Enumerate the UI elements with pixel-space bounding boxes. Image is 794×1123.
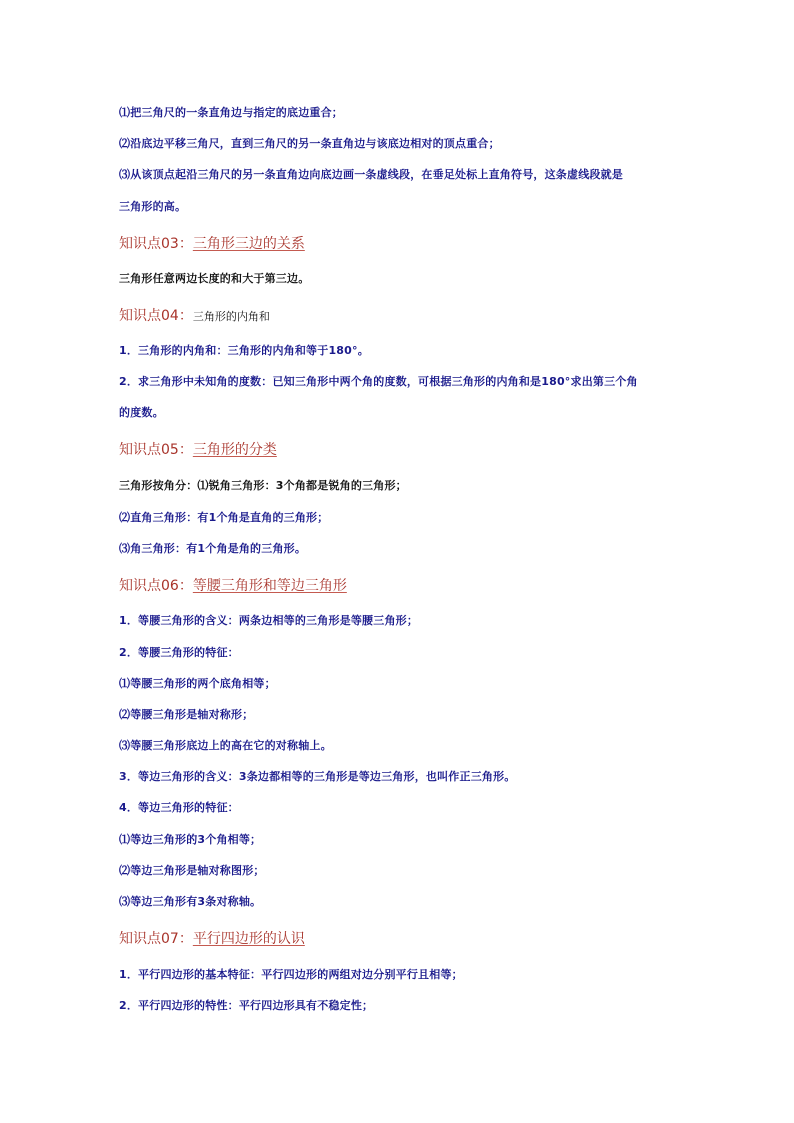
text-line: 4．等边三角形的特征： [119,801,239,814]
text-line: 2．求三角形中未知角的度数：已知三角形中两个角的度数，可根据三角形的内角和是180°求出第三个角 [119,375,638,388]
text-line: 3．等边三角形的含义：3条边都相等的三角形是等边三角形，也叫作正三角形。 [119,770,516,783]
heading-title: 等腰三角形和等边三角形 [192,578,347,594]
text-line: 三角形按角分：⑴锐角三角形：3个角都是锐角的三角形； [119,479,407,492]
section-heading-07 [119,930,305,948]
text-line: ⑵直角三角形：有1个角是直角的三角形； [119,511,329,524]
heading-title: 三角形的内角和 [192,310,270,323]
text-line: 三角形任意两边长度的和大于第三边。 [119,272,310,285]
text-line: 1．等腰三角形的含义：两条边相等的三角形是等腰三角形； [119,614,419,627]
text-line: ⑶等边三角形有3条对称轴。 [119,895,262,908]
text-line: 三角形的高。 [119,200,187,213]
section-heading-04 [119,307,270,326]
text-line: ⑵等腰三角形是轴对称形； [119,708,254,721]
text-line: 1．三角形的内角和：三角形的内角和等于180°。 [119,344,369,357]
heading-title: 三角形的分类 [192,442,277,458]
heading-prefix: 知识点07： [119,931,193,947]
heading-title: 平行四边形的认识 [192,931,305,947]
section-heading-03 [119,235,305,253]
text-line: ⑶从该顶点起沿三角尺的另一条直角边向底边画一条虚线段，在垂足处标上直角符号，这条虚线段就是 [119,168,623,181]
text-line: ⑴等腰三角形的两个底角相等； [119,677,276,690]
text-line: 1．平行四边形的基本特征：平行四边形的两组对边分别平行且相等； [119,968,463,981]
text-line: ⑵沿底边平移三角尺，直到三角尺的另一条直角边与该底边相对的顶点重合； [119,137,500,150]
text-line: ⑶等腰三角形底边上的高在它的对称轴上。 [119,739,332,752]
section-heading-06 [119,577,347,595]
text-line: 2．等腰三角形的特征： [119,646,239,659]
heading-prefix: 知识点04： [119,308,193,324]
text-line: 的度数。 [119,406,164,419]
heading-prefix: 知识点05： [119,442,193,458]
text-line: ⑴等边三角形的3个角相等； [119,833,262,846]
heading-title: 三角形三边的关系 [192,236,305,252]
section-heading-05 [119,441,277,459]
text-line: 2．平行四边形的特性：平行四边形具有不稳定性； [119,999,374,1012]
text-line: ⑵等边三角形是轴对称图形； [119,864,265,877]
text-line: ⑴把三角尺的一条直角边与指定的底边重合； [119,106,343,119]
text-line: ⑶角三角形：有1个角是角的三角形。 [119,542,307,555]
heading-prefix: 知识点06： [119,578,193,594]
heading-prefix: 知识点03： [119,236,193,252]
